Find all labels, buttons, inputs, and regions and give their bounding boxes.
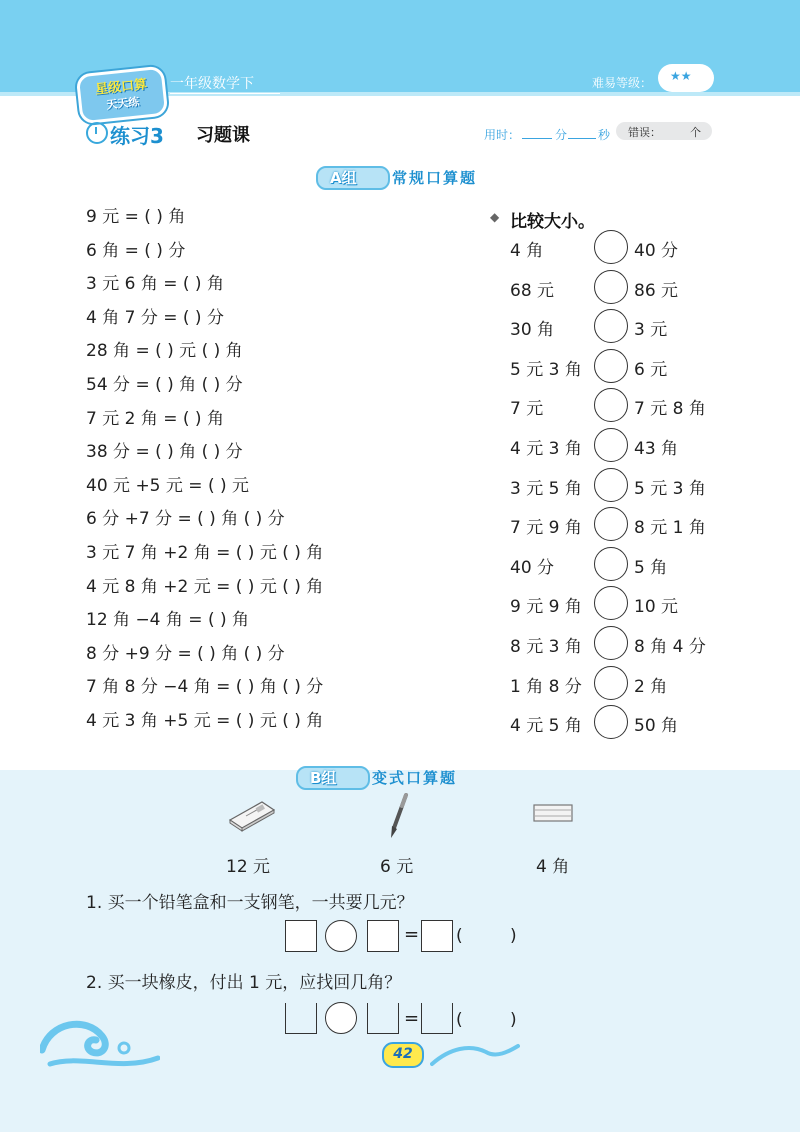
lesson-number: 练习3 xyxy=(110,124,164,148)
compare-left-value: 68 元 xyxy=(510,280,555,301)
clock-hand xyxy=(95,127,97,134)
wave-decoration-left-icon xyxy=(40,1014,160,1072)
eraser-icon xyxy=(532,802,574,824)
problem-item[interactable]: 7 元 2 角 = ( ) 角 xyxy=(86,408,224,429)
compare-answer-circle[interactable] xyxy=(594,666,628,700)
compare-answer-circle[interactable] xyxy=(594,547,628,581)
compare-right-value: 2 角 xyxy=(634,676,668,697)
compare-right-value: 5 角 xyxy=(634,557,668,578)
operator-circle[interactable] xyxy=(325,1002,357,1034)
page-number: 42 xyxy=(393,1046,413,1062)
fountain-pen-icon xyxy=(386,792,412,840)
alarm-clock-icon xyxy=(86,122,108,144)
problem-item[interactable]: 6 角 = ( ) 分 xyxy=(86,240,186,261)
time-seconds-blank[interactable] xyxy=(568,138,596,139)
section-b-title: 变式口算题 xyxy=(372,769,458,787)
compare-left-value: 4 元 3 角 xyxy=(510,439,582,459)
paren-open: ( xyxy=(456,1010,463,1030)
lesson-title: 习题课 xyxy=(196,125,250,146)
section-a-label: A组 xyxy=(330,169,357,187)
error-unit: 个 xyxy=(690,126,701,139)
pencil-case-price: 12 元 xyxy=(226,857,271,877)
paren-open: ( xyxy=(456,926,463,946)
question-2: 2. 买一块橡皮，付出 1 元，应找回几角？ xyxy=(86,973,402,993)
compare-answer-circle[interactable] xyxy=(594,309,628,343)
answer-box[interactable] xyxy=(421,1003,453,1034)
equals-sign: = xyxy=(404,924,420,945)
compare-answer-circle[interactable] xyxy=(594,586,628,620)
compare-left-value: 7 元 9 角 xyxy=(510,518,582,539)
problem-item[interactable]: 12 角 −4 角 = ( ) 角 xyxy=(86,610,250,631)
equals-sign: = xyxy=(404,1008,420,1029)
compare-right-value: 10 元 xyxy=(634,597,679,618)
problem-item[interactable]: 28 角 = ( ) 元 ( ) 角 xyxy=(86,341,243,362)
second-unit: 秒 xyxy=(598,128,611,142)
problem-item[interactable]: 6 分 +7 分 = ( ) 角 ( ) 分 xyxy=(86,509,285,530)
compare-right-value: 8 元 1 角 xyxy=(634,518,706,539)
compare-left-value: 4 元 5 角 xyxy=(510,716,582,737)
grade-underline xyxy=(170,93,280,94)
compare-right-value: 6 元 xyxy=(634,359,668,380)
compare-answer-circle[interactable] xyxy=(594,468,628,502)
problem-item[interactable]: 4 元 3 角 +5 元 = ( ) 元 ( ) 角 xyxy=(86,711,324,731)
problem-item[interactable]: 8 分 +9 分 = ( ) 角 ( ) 分 xyxy=(86,643,285,664)
problem-item[interactable]: 38 分 = ( ) 角 ( ) 分 xyxy=(86,442,243,463)
compare-left-value: 8 元 3 角 xyxy=(510,637,582,657)
compare-left-value: 3 元 5 角 xyxy=(510,478,582,499)
compare-left-value: 1 角 8 分 xyxy=(510,676,582,697)
problem-item[interactable]: 40 元 +5 元 = ( ) 元 xyxy=(86,475,250,496)
compare-left-value: 5 元 3 角 xyxy=(510,359,582,380)
difficulty-stars: ★★ xyxy=(670,69,692,83)
answer-box[interactable] xyxy=(285,920,317,952)
logo-line1: 星级口算 xyxy=(94,77,148,98)
operator-circle[interactable] xyxy=(325,920,357,952)
compare-right-value: 43 角 xyxy=(634,439,679,459)
compare-answer-circle[interactable] xyxy=(594,388,628,422)
compare-right-value: 5 元 3 角 xyxy=(634,478,706,499)
eraser-price: 4 角 xyxy=(536,857,570,877)
difficulty-label: 难易等级： xyxy=(592,76,653,90)
difficulty-cloud-icon xyxy=(658,64,714,92)
section-a-title: 常规口算题 xyxy=(392,169,478,187)
series-logo xyxy=(76,66,169,125)
pencil-case-icon xyxy=(226,798,278,832)
problem-item[interactable]: 7 角 8 分 −4 角 = ( ) 角 ( ) 分 xyxy=(86,677,324,698)
logo-line2: 天天练 xyxy=(105,95,140,112)
problem-item[interactable]: 3 元 7 角 +2 角 = ( ) 元 ( ) 角 xyxy=(86,543,324,563)
compare-title: 比较大小。 xyxy=(510,212,595,232)
page-number-badge xyxy=(382,1042,424,1068)
compare-answer-circle[interactable] xyxy=(594,507,628,541)
minute-unit: 分 xyxy=(555,128,568,142)
compare-left-value: 40 分 xyxy=(510,557,555,578)
answer-box[interactable] xyxy=(285,1003,317,1034)
compare-right-value: 8 角 4 分 xyxy=(634,637,706,657)
compare-answer-circle[interactable] xyxy=(594,428,628,462)
problem-item[interactable]: 4 角 7 分 = ( ) 分 xyxy=(86,307,224,328)
paren-close: ) xyxy=(510,926,517,946)
section-b-label: B组 xyxy=(310,769,337,787)
paren-close: ) xyxy=(510,1010,517,1030)
answer-box[interactable] xyxy=(367,1003,399,1034)
problem-item[interactable]: 54 分 = ( ) 角 ( ) 分 xyxy=(86,375,243,395)
compare-answer-circle[interactable] xyxy=(594,270,628,304)
compare-right-value: 3 元 xyxy=(634,320,668,341)
time-minutes-blank[interactable] xyxy=(522,138,552,139)
problem-item[interactable]: 4 元 8 角 +2 元 = ( ) 元 ( ) 角 xyxy=(86,576,324,597)
pen-price: 6 元 xyxy=(380,857,414,877)
compare-left-value: 9 元 9 角 xyxy=(510,597,582,618)
compare-right-value: 86 元 xyxy=(634,280,679,301)
compare-answer-circle[interactable] xyxy=(594,230,628,264)
answer-box[interactable] xyxy=(421,920,453,952)
problem-item[interactable]: 9 元 = ( ) 角 xyxy=(86,207,186,227)
compare-right-value: 40 分 xyxy=(634,241,679,261)
problem-item[interactable]: 3 元 6 角 = ( ) 角 xyxy=(86,274,224,295)
diamond-bullet-icon: ◆ xyxy=(490,210,500,224)
error-label: 错误： xyxy=(628,126,661,139)
compare-right-value: 7 元 8 角 xyxy=(634,399,706,420)
question-1: 1. 买一个铅笔盒和一支钢笔，一共要几元？ xyxy=(86,893,414,913)
grade-label: 一年级数学下 xyxy=(170,76,254,92)
compare-left-value: 7 元 xyxy=(510,399,544,420)
answer-box[interactable] xyxy=(367,920,399,952)
compare-left-value: 4 角 xyxy=(510,241,544,261)
compare-left-value: 30 角 xyxy=(510,320,555,341)
wave-decoration-right-icon xyxy=(430,1038,520,1068)
time-label: 用时： xyxy=(484,128,521,142)
compare-right-value: 50 角 xyxy=(634,716,679,737)
error-count-box[interactable] xyxy=(616,122,712,140)
compare-answer-circle[interactable] xyxy=(594,705,628,739)
compare-answer-circle[interactable] xyxy=(594,626,628,660)
compare-answer-circle[interactable] xyxy=(594,349,628,383)
